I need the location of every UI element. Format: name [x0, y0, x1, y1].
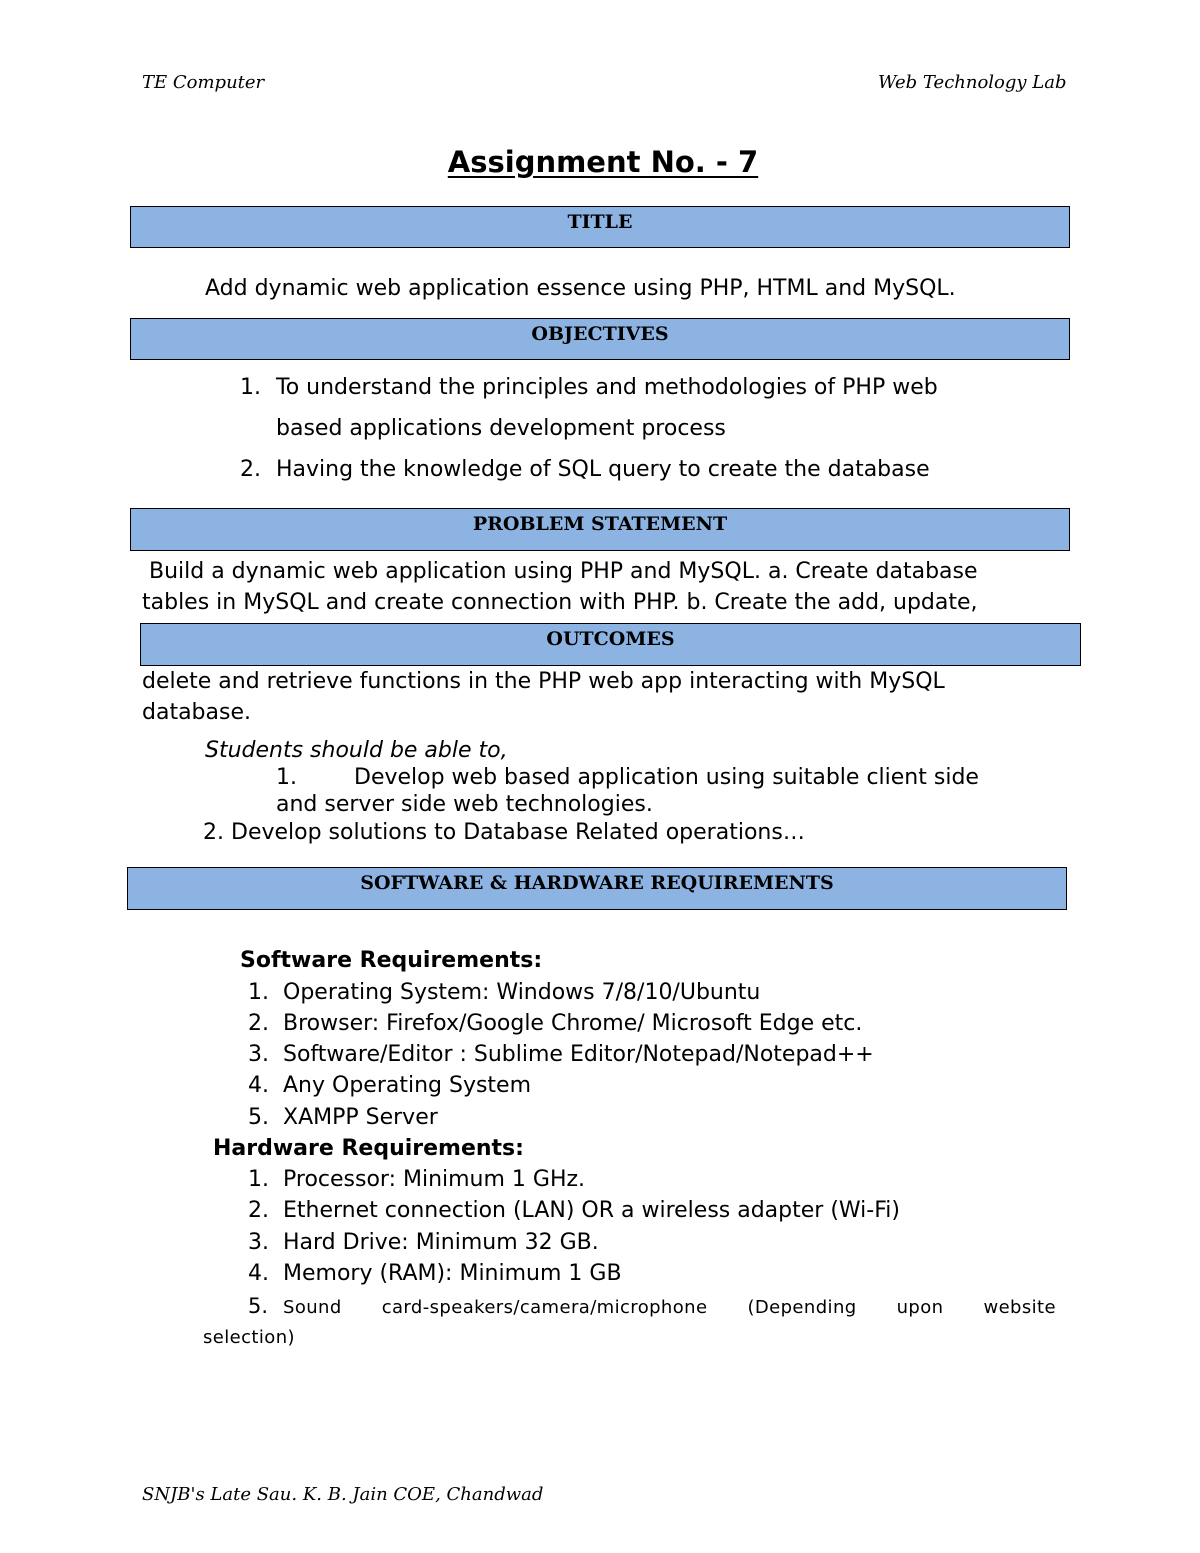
- problem-statement-line4: database.: [142, 700, 251, 725]
- outcome-1-line2: and server side web technologies.: [276, 792, 653, 817]
- outcome-1-line1: Develop web based application using suitable client side: [354, 765, 979, 790]
- problem-statement-band: PROBLEM STATEMENT: [130, 508, 1070, 551]
- hardware-item-1: Processor: Minimum 1 GHz.: [283, 1167, 586, 1192]
- software-item-2: Browser: Firefox/Google Chrome/ Microsoft Edge etc.: [283, 1011, 863, 1036]
- outcome-2-line1: Develop solutions to Database Related operations…: [231, 820, 805, 845]
- objective-number-1: 1.: [240, 375, 261, 400]
- hardware-number-2: 2.: [248, 1198, 269, 1223]
- outcome-number-1: 1.: [276, 765, 297, 790]
- outcomes-intro: Students should be able to,: [205, 738, 508, 763]
- hardware-number-5: 5.: [248, 1294, 269, 1318]
- software-item-3: Software/Editor : Sublime Editor/Notepad/Notepad++: [283, 1042, 874, 1067]
- title-text: Add dynamic web application essence using PHP, HTML and MySQL.: [205, 276, 956, 301]
- objective-1-line1: To understand the principles and methodologies of PHP web: [276, 375, 938, 400]
- hardware-number-3: 3.: [248, 1230, 269, 1255]
- objectives-band: OBJECTIVES: [130, 318, 1070, 360]
- hardware-item-5: Sound card-speakers/camera/microphone (Depending upon website: [283, 1297, 1056, 1318]
- header-right: Web Technology Lab: [878, 72, 1067, 93]
- software-number-5: 5.: [248, 1105, 269, 1130]
- outcomes-band: OUTCOMES: [140, 623, 1081, 666]
- software-number-4: 4.: [248, 1073, 269, 1098]
- requirements-band: SOFTWARE & HARDWARE REQUIREMENTS: [127, 867, 1067, 910]
- hardware-item-3: Hard Drive: Minimum 32 GB.: [283, 1230, 599, 1255]
- hardware-item-4: Memory (RAM): Minimum 1 GB: [283, 1261, 622, 1286]
- software-item-4: Any Operating System: [283, 1073, 532, 1098]
- hardware-item-2: Ethernet connection (LAN) OR a wireless adapter (Wi-Fi): [283, 1198, 900, 1223]
- software-number-2: 2.: [248, 1011, 269, 1036]
- objective-number-2: 2.: [240, 457, 261, 482]
- software-requirements-heading: Software Requirements:: [240, 948, 543, 973]
- problem-statement-line2: tables in MySQL and create connection with PHP. b. Create the add, update,: [142, 590, 978, 615]
- title-band: TITLE: [130, 206, 1070, 248]
- software-number-3: 3.: [248, 1042, 269, 1067]
- page-title: Assignment No. - 7: [447, 145, 759, 179]
- hardware-number-1: 1.: [248, 1167, 269, 1192]
- software-number-1: 1.: [248, 980, 269, 1005]
- software-item-5: XAMPP Server: [283, 1105, 438, 1130]
- hardware-item-5-cont: selection): [203, 1327, 295, 1348]
- hardware-number-4: 4.: [248, 1261, 269, 1286]
- header-left: TE Computer: [142, 72, 265, 93]
- problem-statement-line1: Build a dynamic web application using PHP and MySQL. a. Create database: [142, 559, 978, 584]
- hardware-requirements-heading: Hardware Requirements:: [213, 1136, 524, 1161]
- problem-statement-line3: delete and retrieve functions in the PHP web app interacting with MySQL: [142, 669, 945, 694]
- software-item-1: Operating System: Windows 7/8/10/Ubuntu: [283, 980, 761, 1005]
- objective-1-line2: based applications development process: [276, 416, 726, 441]
- outcome-number-2: 2.: [203, 820, 224, 845]
- footer-text: SNJB's Late Sau. K. B. Jain COE, Chandwad: [142, 1484, 544, 1505]
- objective-2-line1: Having the knowledge of SQL query to create the database: [276, 457, 930, 482]
